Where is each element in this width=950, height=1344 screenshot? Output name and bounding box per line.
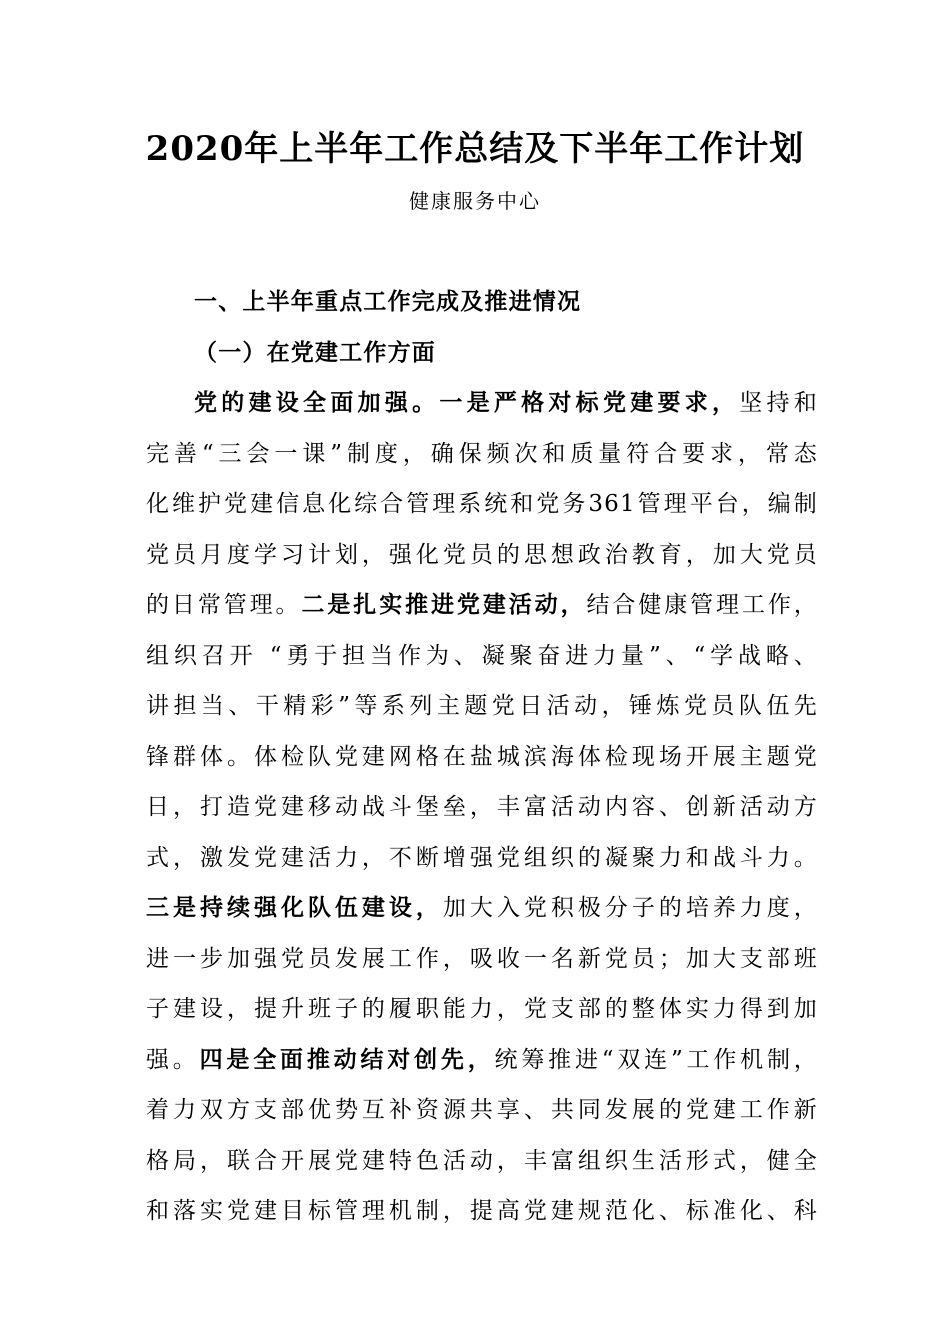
text-run: 和落实党建目标管理机制，提高党建规范化、标准化、科 xyxy=(146,1198,818,1224)
text-run: 党员月度学习计划，强化党员的思想政治教育，加大党员 xyxy=(146,541,818,568)
text-run: 化维护党建信息化综合管理系统和党务361管理平台，编制 xyxy=(146,491,818,517)
paragraph-line xyxy=(146,688,818,739)
text-run: 结合健康管理工作， xyxy=(586,592,818,618)
paragraph-line xyxy=(146,739,818,790)
bold-run: 三是持续强化队伍建设， xyxy=(146,894,443,921)
subsection-heading: （一）在党建工作方面 xyxy=(194,338,436,366)
text-run: 着力双方支部优势互补资源共享、共同发展的党建工作新 xyxy=(146,1097,818,1123)
paragraph-line xyxy=(146,587,818,638)
document-organization: 健康服务中心 xyxy=(409,189,541,213)
paragraph-line xyxy=(146,436,818,487)
text-run: 讲担当、干精彩”等系列主题党日活动，锤炼党员队伍先 xyxy=(146,693,818,719)
paragraph-line xyxy=(146,1042,818,1093)
paragraph-line xyxy=(146,1092,818,1143)
paragraph-line xyxy=(146,840,818,891)
paragraph-line xyxy=(146,941,818,992)
text-run: 加大入党积极分子的培养力度， xyxy=(442,895,818,921)
paragraph-line xyxy=(146,890,818,941)
bold-run: 党的建设全面加强。一是严格对标党建要求， xyxy=(194,389,740,416)
text-run: 统筹推进“双连”工作机制， xyxy=(494,1046,818,1073)
bold-run: 二是扎实推进党建活动， xyxy=(301,591,587,618)
text-run: 格局，联合开展党建特色活动，丰富组织生活形式，健全 xyxy=(146,1147,818,1174)
section-heading: 一、上半年重点工作完成及推进情况 xyxy=(194,288,582,315)
text-run: 式，激发党建活力，不断增强党组织的凝聚力和战斗力。 xyxy=(146,844,818,871)
text-run: 强。 xyxy=(146,1046,200,1073)
text-run: 坚持和 xyxy=(739,390,818,416)
paragraph-line xyxy=(146,537,818,588)
text-run: 组织召开 “勇于担当作为、凝聚奋进力量”、“学战略、 xyxy=(146,642,818,669)
paragraph-line xyxy=(146,1143,818,1194)
text-run: 进一步加强党员发展工作，吸收一名新党员；加大支部班 xyxy=(146,945,818,972)
paragraph-line xyxy=(146,991,818,1042)
bold-run: 四是全面推动结对创先， xyxy=(199,1045,495,1073)
paragraph-line xyxy=(146,1193,818,1244)
document-title: 2020年上半年工作总结及下半年工作计划 xyxy=(145,129,805,169)
paragraph-line xyxy=(146,789,818,840)
text-run: 锋群体。体检队党建网格在盐城滨海体检现场开展主题党 xyxy=(146,743,818,770)
text-run: 子建设，提升班子的履职能力，党支部的整体实力得到加 xyxy=(146,996,818,1022)
paragraph-line xyxy=(146,638,818,689)
text-run: 日，打造党建移动战斗堡垒，丰富活动内容、创新活动方 xyxy=(146,794,818,820)
document-body xyxy=(146,284,818,1244)
paragraph-line xyxy=(146,385,818,436)
text-run: 的日常管理。 xyxy=(146,592,302,618)
paragraph-line xyxy=(146,486,818,537)
text-run: 完善“三会一课”制度，确保频次和质量符合要求，常态 xyxy=(146,440,818,467)
